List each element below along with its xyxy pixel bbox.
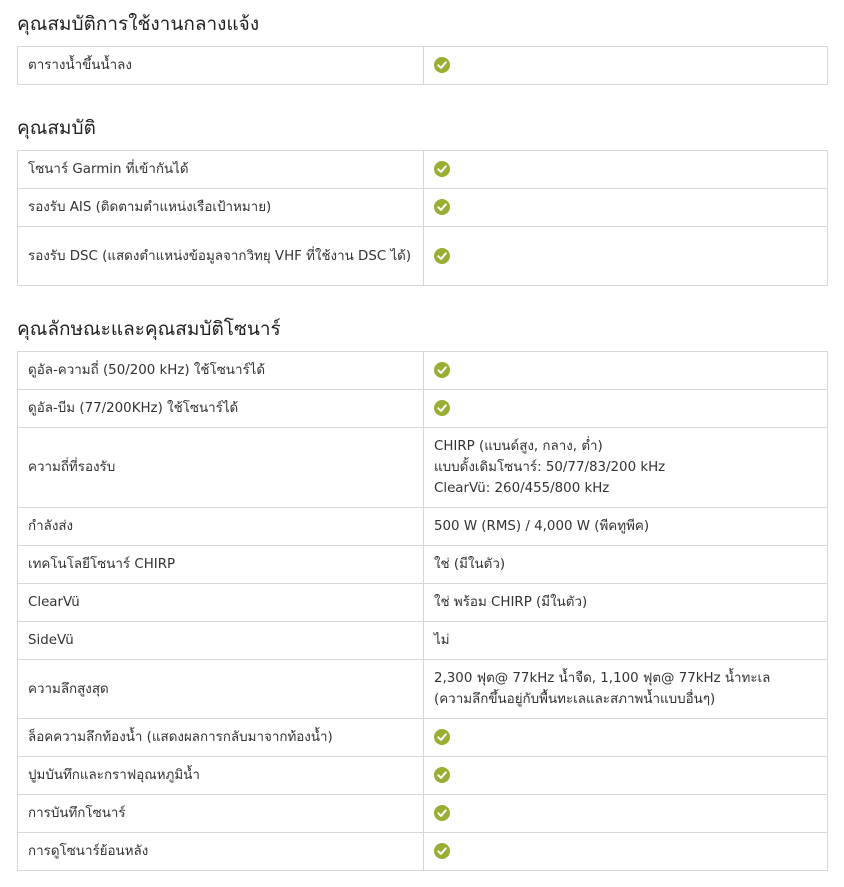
spec-value-line: 2,300 ฟุต@ 77kHz น้ำจืด, 1,100 ฟุต@ 77kHz น้ำทะเล: [434, 671, 771, 686]
spec-label: รองรับ DSC (แสดงตำแหน่งข้อมูลจากวิทยุ VHF ที่ใช้งาน DSC ได้): [18, 227, 424, 286]
section-title-sonar: คุณลักษณะและคุณสมบัติโซนาร์: [17, 318, 281, 340]
table-row: [18, 189, 828, 227]
check-icon: [434, 767, 450, 783]
spec-value-line: ใช่ (มีในตัว): [434, 557, 506, 572]
spec-value: [424, 47, 828, 85]
spec-label: SideVü: [18, 622, 424, 660]
spec-table-sonar: [17, 351, 828, 871]
table-row: [18, 508, 828, 546]
table-row: [18, 546, 828, 584]
check-icon: [434, 362, 450, 378]
spec-label: การดูโซนาร์ย้อนหลัง: [18, 833, 424, 871]
spec-label: ความถี่ที่รองรับ: [18, 428, 424, 508]
spec-value: [424, 428, 828, 508]
spec-value-line: ClearVü: 260/455/800 kHz: [434, 481, 610, 496]
table-row: [18, 795, 828, 833]
spec-label: ความลึกสูงสุด: [18, 660, 424, 719]
table-row: [18, 390, 828, 428]
spec-label: ปูมบันทึกและกราฟอุณหภูมิน้ำ: [18, 757, 424, 795]
spec-value-line: แบบดั้งเดิมโซนาร์: 50/77/83/200 kHz: [434, 460, 666, 475]
spec-value: [424, 390, 828, 428]
spec-value: [424, 757, 828, 795]
check-icon: [434, 729, 450, 745]
check-icon: [434, 805, 450, 821]
spec-value: [424, 546, 828, 584]
spec-value: [424, 719, 828, 757]
spec-value-line: (ความลึกขึ้นอยู่กับพื้นทะเลและสภาพน้ำแบบอื่นๆ): [434, 692, 716, 707]
spec-table-features: [17, 150, 828, 286]
check-icon: [434, 199, 450, 215]
check-icon: [434, 57, 450, 73]
check-icon: [434, 248, 450, 264]
spec-value: [424, 833, 828, 871]
table-row: [18, 352, 828, 390]
spec-value-line: ใช่ พร้อม CHIRP (มีในตัว): [434, 595, 588, 610]
spec-label: รองรับ AIS (ติดตามตำแหน่งเรือเป้าหมาย): [18, 189, 424, 227]
section-title-outdoor: คุณสมบัติการใช้งานกลางแจ้ง: [17, 13, 260, 35]
check-icon: [434, 161, 450, 177]
spec-value: [424, 508, 828, 546]
check-icon: [434, 843, 450, 859]
spec-label: ตารางน้ำขึ้นน้ำลง: [18, 47, 424, 85]
spec-value-line: 500 W (RMS) / 4,000 W (พีคทูพีค): [434, 519, 650, 534]
spec-value: [424, 151, 828, 189]
table-row: [18, 660, 828, 719]
table-row: [18, 833, 828, 871]
spec-label: ล็อคความลึกท้องน้ำ (แสดงผลการกลับมาจากท้องน้ำ): [18, 719, 424, 757]
spec-value: [424, 227, 828, 286]
table-row: [18, 719, 828, 757]
spec-value: [424, 660, 828, 719]
spec-label: กำลังส่ง: [18, 508, 424, 546]
spec-table-outdoor: [17, 46, 828, 85]
table-row: [18, 428, 828, 508]
spec-value: [424, 584, 828, 622]
check-icon: [434, 400, 450, 416]
spec-value: [424, 622, 828, 660]
spec-label: ดูอัล-ความถี่ (50/200 kHz) ใช้โซนาร์ได้: [18, 352, 424, 390]
spec-value: [424, 795, 828, 833]
spec-label: ดูอัล-บีม (77/200KHz) ใช้โซนาร์ได้: [18, 390, 424, 428]
table-row: [18, 227, 828, 286]
spec-label: เทคโนโลยีโซนาร์ CHIRP: [18, 546, 424, 584]
section-title-features: คุณสมบัติ: [17, 117, 96, 139]
spec-label: โซนาร์ Garmin ที่เข้ากันได้: [18, 151, 424, 189]
table-row: [18, 151, 828, 189]
spec-value-line: CHIRP (แบนด์สูง, กลาง, ต่ำ): [434, 439, 603, 454]
spec-value: [424, 352, 828, 390]
table-row: [18, 757, 828, 795]
table-row: [18, 622, 828, 660]
table-row: [18, 584, 828, 622]
table-row: [18, 47, 828, 85]
spec-value-line: ไม่: [434, 633, 450, 648]
spec-value: [424, 189, 828, 227]
spec-label: การบันทึกโซนาร์: [18, 795, 424, 833]
spec-label: ClearVü: [18, 584, 424, 622]
